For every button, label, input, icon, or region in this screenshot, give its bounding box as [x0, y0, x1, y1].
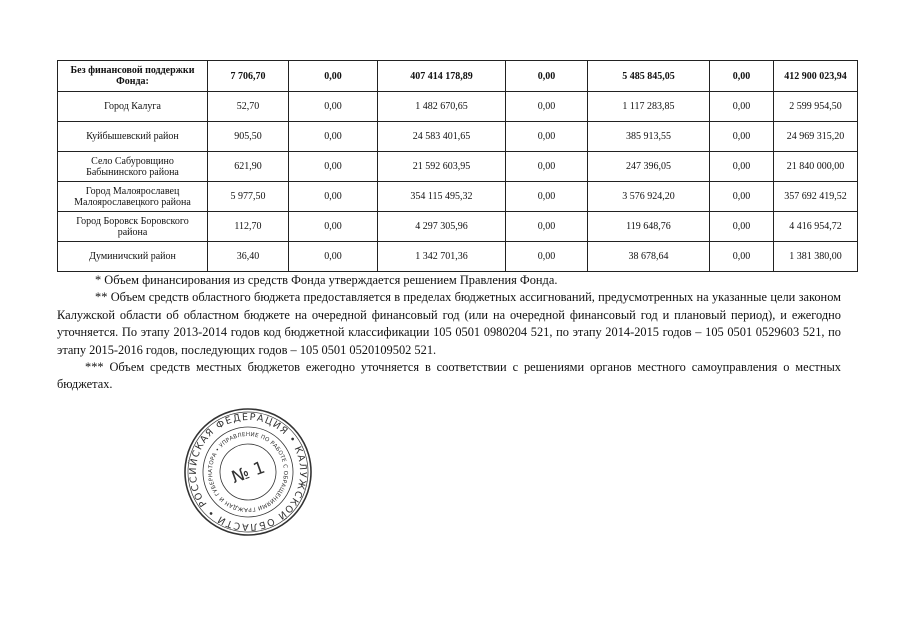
fund-cell: 0,00: [289, 212, 378, 242]
value-cell: 0,00: [710, 61, 774, 92]
local-budget-cell: 385 913,55: [588, 122, 710, 152]
table-row: [58, 152, 858, 182]
official-seal: [180, 404, 316, 540]
seal-inner-text: ГУБЕРНАТОРА • УПРАВЛЕНИЕ ПО РАБОТЕ С ОБРАЩЕНИЯМИ ГРАЖДАН И: [207, 431, 289, 513]
footnote-regional-budget: ** Объем средств областного бюджета предоставляется в пределах бюджетных ассигнований, предусмотренных на указанные цели законом Калужской области об областном бюджете на очередной финансовый год (или на очередной финансовый год и плановый период), и ежегодно уточняется. По этапу 2013-2014 годов код бюджетной классификации 105 0501 0980204 521, по этапу 2014-2015 годов – 105 0501 0529603 521, по этапу 2015-2016 годов, последующих годов – 105 0501 0520109502 521.: [57, 290, 841, 357]
row-name-cell: Город Малоярославец Малоярославецкого района: [58, 182, 208, 212]
regional-budget-cell: 354 115 495,32: [378, 182, 506, 212]
row-name-cell: Город Боровск Боровского района: [58, 212, 208, 242]
fund-cell: 0,00: [289, 92, 378, 122]
value-cell: 0,00: [506, 92, 588, 122]
area-cell: 7 706,70: [208, 61, 289, 92]
total-cell: 357 692 419,52: [774, 182, 858, 212]
local-budget-cell: 247 396,05: [588, 152, 710, 182]
row-name-cell: Думиничский район: [58, 242, 208, 272]
value-cell: 0,00: [710, 182, 774, 212]
local-budget-cell: 5 485 845,05: [588, 61, 710, 92]
funding-table: [57, 60, 858, 272]
regional-budget-cell: 24 583 401,65: [378, 122, 506, 152]
area-cell: 52,70: [208, 92, 289, 122]
row-name-cell: Куйбышевский район: [58, 122, 208, 152]
total-cell: 1 381 380,00: [774, 242, 858, 272]
local-budget-cell: 119 648,76: [588, 212, 710, 242]
value-cell: 0,00: [506, 182, 588, 212]
fund-cell: 0,00: [289, 182, 378, 212]
value-cell: 0,00: [506, 212, 588, 242]
regional-budget-cell: 407 414 178,89: [378, 61, 506, 92]
area-cell: 112,70: [208, 212, 289, 242]
table-row: [58, 242, 858, 272]
table-row: [58, 182, 858, 212]
footnote-local-budget: *** Объем средств местных бюджетов ежегодно уточняется в соответствии с решениями органов местного самоуправления о местных бюджетах.: [57, 360, 841, 392]
local-budget-cell: 38 678,64: [588, 242, 710, 272]
row-name-cell: Село Сабуровщино Бабынинского района: [58, 152, 208, 182]
regional-budget-cell: 4 297 305,96: [378, 212, 506, 242]
local-budget-cell: 1 117 283,85: [588, 92, 710, 122]
local-budget-cell: 3 576 924,20: [588, 182, 710, 212]
area-cell: 905,50: [208, 122, 289, 152]
area-cell: 5 977,50: [208, 182, 289, 212]
seal-outer-text: РОССИЙСКАЯ ФЕДЕРАЦИЯ • КАЛУЖСКОЙ ОБЛАСТИ •: [187, 411, 309, 533]
table-row: [58, 122, 858, 152]
value-cell: 0,00: [506, 242, 588, 272]
footnote-fund: * Объем финансирования из средств Фонда утверждается решением Правления Фонда.: [95, 273, 558, 287]
area-cell: 621,90: [208, 152, 289, 182]
regional-budget-cell: 1 342 701,36: [378, 242, 506, 272]
fund-cell: 0,00: [289, 122, 378, 152]
total-cell: 2 599 954,50: [774, 92, 858, 122]
seal-number: № 1: [228, 457, 268, 489]
table-row: [58, 212, 858, 242]
row-name-cell: Город Калуга: [58, 92, 208, 122]
total-cell: 412 900 023,94: [774, 61, 858, 92]
value-cell: 0,00: [710, 92, 774, 122]
fund-cell: 0,00: [289, 242, 378, 272]
footnotes: [57, 272, 841, 394]
regional-budget-cell: 1 482 670,65: [378, 92, 506, 122]
value-cell: 0,00: [506, 152, 588, 182]
value-cell: 0,00: [506, 122, 588, 152]
total-cell: 4 416 954,72: [774, 212, 858, 242]
value-cell: 0,00: [710, 212, 774, 242]
regional-budget-cell: 21 592 603,95: [378, 152, 506, 182]
value-cell: 0,00: [710, 152, 774, 182]
value-cell: 0,00: [710, 242, 774, 272]
fund-cell: 0,00: [289, 61, 378, 92]
fund-cell: 0,00: [289, 152, 378, 182]
row-name-cell: Без финансовой поддержки Фонда:: [58, 61, 208, 92]
table-row: [58, 92, 858, 122]
total-cell: 21 840 000,00: [774, 152, 858, 182]
total-cell: 24 969 315,20: [774, 122, 858, 152]
value-cell: 0,00: [506, 61, 588, 92]
table-row-total: [58, 61, 858, 92]
area-cell: 36,40: [208, 242, 289, 272]
value-cell: 0,00: [710, 122, 774, 152]
